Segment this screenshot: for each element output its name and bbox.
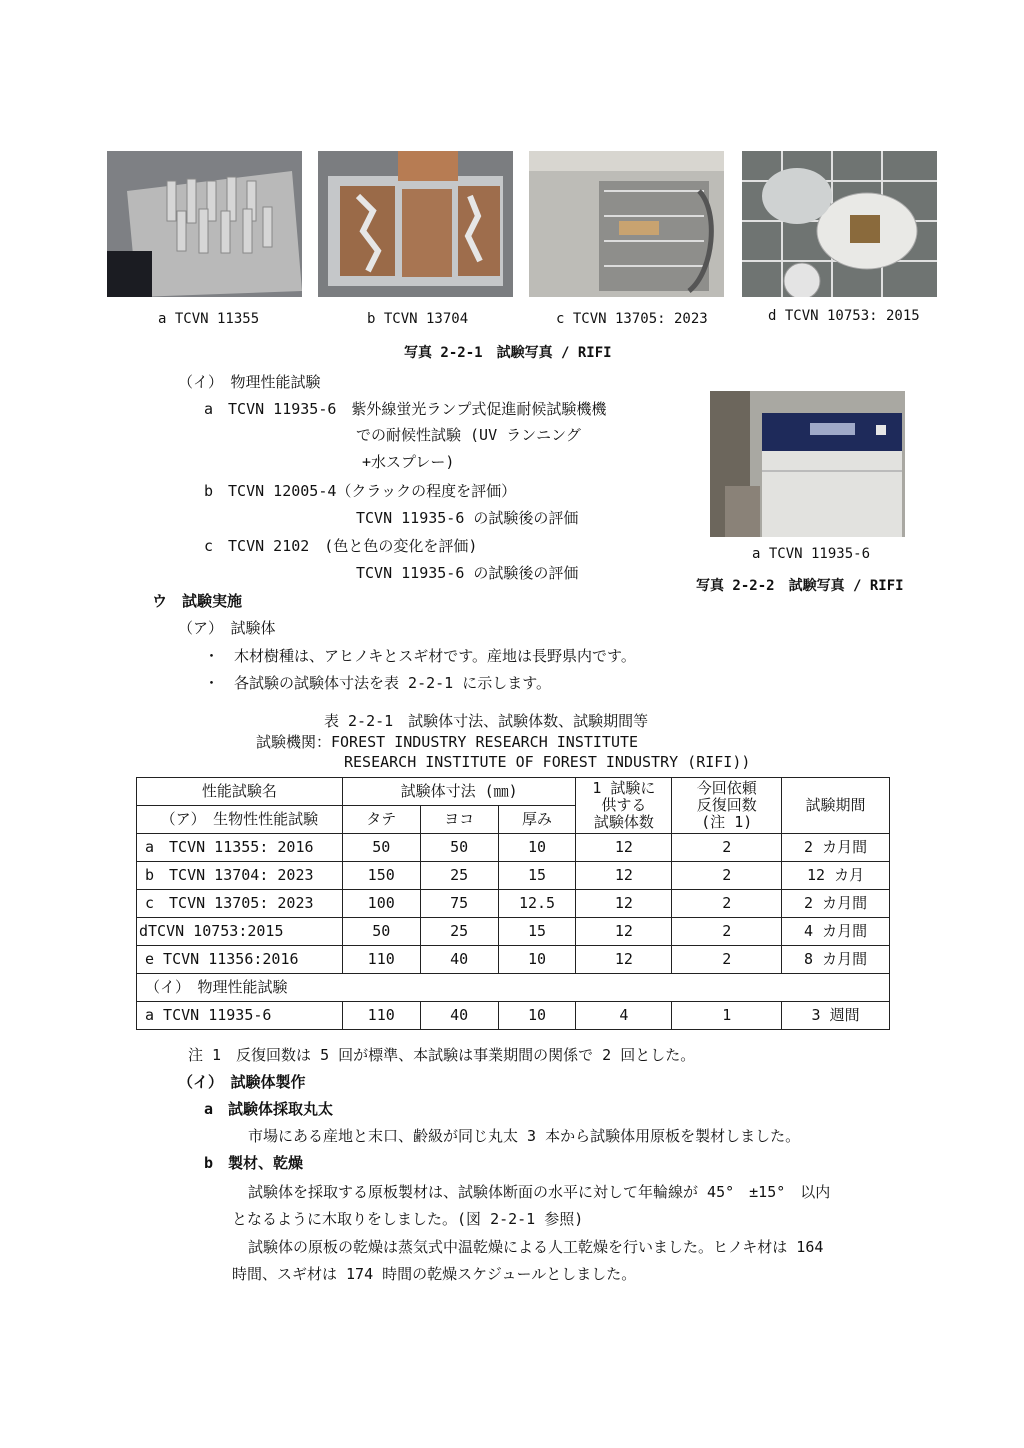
- cell-rep: 2: [672, 946, 782, 974]
- cell-atsumi: 10: [498, 1002, 576, 1030]
- cell-atsumi: 15: [498, 862, 576, 890]
- table-row: [137, 918, 890, 946]
- header-period: 試験期間: [782, 778, 890, 834]
- cell-atsumi: 10: [498, 946, 576, 974]
- table-row: [137, 862, 890, 890]
- header-group-physical: （イ） 物理性能試験: [137, 974, 890, 1002]
- cell-atsumi: 15: [498, 918, 576, 946]
- prep-a-text: 市場にある産地と末口、齢級が同じ丸太 3 本から試験体用原板を製材しました。: [248, 1127, 801, 1145]
- prep-heading: （イ） 試験体製作: [178, 1073, 306, 1091]
- photo-caption-d: d TCVN 10753: 2015: [768, 308, 920, 324]
- photo-title-1: 写真 2-2-1 試験写真 / RIFI: [404, 345, 612, 361]
- table-header-row-1: [137, 778, 890, 806]
- table-row: [137, 1002, 890, 1030]
- cell-rep: 2: [672, 834, 782, 862]
- cell-period: 8 カ月間: [782, 946, 890, 974]
- header-repetitions: [672, 778, 782, 834]
- photo-caption-c: c TCVN 13705: 2023: [556, 311, 708, 327]
- cell-period: 12 カ月: [782, 862, 890, 890]
- prep-b-p2-line1: 試験体の原板の乾燥は蒸気式中温乾燥による人工乾燥を行いました。ヒノキ材は 164: [248, 1238, 824, 1256]
- physical-b-line2: TCVN 11935-6 の試験後の評価: [356, 509, 579, 527]
- cell-rep: 2: [672, 890, 782, 918]
- cell-name: a TCVN 11935-6: [137, 1002, 343, 1030]
- cell-tate: 110: [342, 946, 420, 974]
- cell-rep: 2: [672, 862, 782, 890]
- photo-caption-b: b TCVN 13704: [367, 311, 469, 327]
- header-count-line2: 供する: [601, 796, 647, 814]
- cell-tate: 150: [342, 862, 420, 890]
- cell-period: 4 カ月間: [782, 918, 890, 946]
- physical-c-line1: c TCVN 2102 (色と色の変化を評価): [204, 537, 478, 555]
- cell-tate: 100: [342, 890, 420, 918]
- prep-b-p1-line1: 試験体を採取する原板製材は、試験体断面の水平に対して年輪線が 45° ±15° 以内: [248, 1183, 831, 1201]
- physical-a-line1: a TCVN 11935-6 紫外線蛍光ランプ式促進耐候試験機機: [204, 400, 607, 418]
- physical-heading: （イ） 物理性能試験: [178, 373, 321, 391]
- cell-count: 12: [576, 890, 672, 918]
- header-count: [576, 778, 672, 834]
- section-u-heading: ウ 試験実施: [152, 592, 243, 610]
- photo-caption-a: a TCVN 11355: [158, 311, 260, 327]
- cell-count: 12: [576, 834, 672, 862]
- header-dimensions: 試験体寸法 (㎜): [342, 778, 576, 806]
- cell-name: dTCVN 10753:2015: [137, 918, 343, 946]
- cell-rep: 1: [672, 1002, 782, 1030]
- cell-period: 2 カ月間: [782, 834, 890, 862]
- cell-count: 4: [576, 1002, 672, 1030]
- cell-atsumi: 12.5: [498, 890, 576, 918]
- spec-table: [136, 777, 890, 1030]
- table-row: [137, 834, 890, 862]
- section-u-bullet2: ・ 各試験の試験体寸法を表 2-2-1 に示します。: [204, 674, 552, 692]
- cell-yoko: 50: [420, 834, 498, 862]
- photo-c: [529, 151, 724, 297]
- cell-name: e TCVN 11356:2016: [137, 946, 343, 974]
- table-institution-1: 試験機関：FOREST INDUSTRY RESEARCH INSTITUTE: [256, 733, 639, 751]
- photo-uv-tester: [710, 391, 905, 537]
- section-u-bullet1: ・ 木材樹種は、アヒノキとスギ材です。産地は長野県内です。: [204, 647, 636, 665]
- prep-b-p2-line2: 時間、スギ材は 174 時間の乾燥スケジュールとしました。: [232, 1265, 637, 1283]
- physical-a-line3: +水スプレー): [362, 453, 455, 471]
- header-rep-line3: (注 1): [701, 813, 753, 831]
- cell-tate: 110: [342, 1002, 420, 1030]
- cell-rep: 2: [672, 918, 782, 946]
- cell-count: 12: [576, 918, 672, 946]
- header-atsumi: 厚み: [498, 806, 576, 834]
- cell-period: 3 週間: [782, 1002, 890, 1030]
- cell-name: c TCVN 13705: 2023: [137, 890, 343, 918]
- cell-yoko: 25: [420, 918, 498, 946]
- table-note: 注 1 反復回数は 5 回が標準、本試験は事業期間の関係で 2 回とした。: [188, 1046, 696, 1064]
- header-yoko: ヨコ: [420, 806, 498, 834]
- photo-d: [742, 151, 937, 297]
- cell-name: a TCVN 11355: 2016: [137, 834, 343, 862]
- table-row: [137, 946, 890, 974]
- header-rep-line1: 今回依頼: [696, 779, 757, 797]
- prep-b-p1-line2: となるように木取りをしました。(図 2-2-1 参照): [232, 1210, 584, 1228]
- photo-a: [107, 151, 302, 297]
- photo-title-2: 写真 2-2-2 試験写真 / RIFI: [696, 578, 904, 594]
- prep-b-heading: b 製材、乾燥: [204, 1154, 304, 1172]
- header-test-name: 性能試験名: [137, 778, 343, 806]
- cell-yoko: 75: [420, 890, 498, 918]
- physical-a-line2: での耐候性試験 (UV ランニング: [356, 426, 581, 444]
- cell-name: b TCVN 13704: 2023: [137, 862, 343, 890]
- cell-count: 12: [576, 946, 672, 974]
- physical-b-line1: b TCVN 12005-4（クラックの程度を評価）: [204, 482, 517, 500]
- header-count-line3: 試験体数: [593, 813, 654, 831]
- cell-period: 2 カ月間: [782, 890, 890, 918]
- table-row: [137, 890, 890, 918]
- header-count-line1: 1 試験に: [592, 779, 656, 797]
- header-tate: タテ: [342, 806, 420, 834]
- physical-c-line2: TCVN 11935-6 の試験後の評価: [356, 564, 579, 582]
- table-group-row: [137, 974, 890, 1002]
- cell-yoko: 40: [420, 946, 498, 974]
- table-institution-2: RESEARCH INSTITUTE OF FOREST INDUSTRY (RIFI)): [344, 753, 751, 771]
- photo-b: [318, 151, 513, 297]
- section-u-sub-a: （ア） 試験体: [178, 619, 276, 637]
- cell-yoko: 25: [420, 862, 498, 890]
- cell-tate: 50: [342, 834, 420, 862]
- cell-atsumi: 10: [498, 834, 576, 862]
- header-group-bio: （ア） 生物性性能試験: [137, 806, 343, 834]
- header-rep-line2: 反復回数: [696, 796, 757, 814]
- table-title: 表 2-2-1 試験体寸法、試験体数、試験期間等: [324, 712, 649, 730]
- prep-a-heading: a 試験体採取丸太: [204, 1100, 334, 1118]
- cell-tate: 50: [342, 918, 420, 946]
- photo-caption-uv: a TCVN 11935-6: [752, 546, 871, 562]
- cell-count: 12: [576, 862, 672, 890]
- cell-yoko: 40: [420, 1002, 498, 1030]
